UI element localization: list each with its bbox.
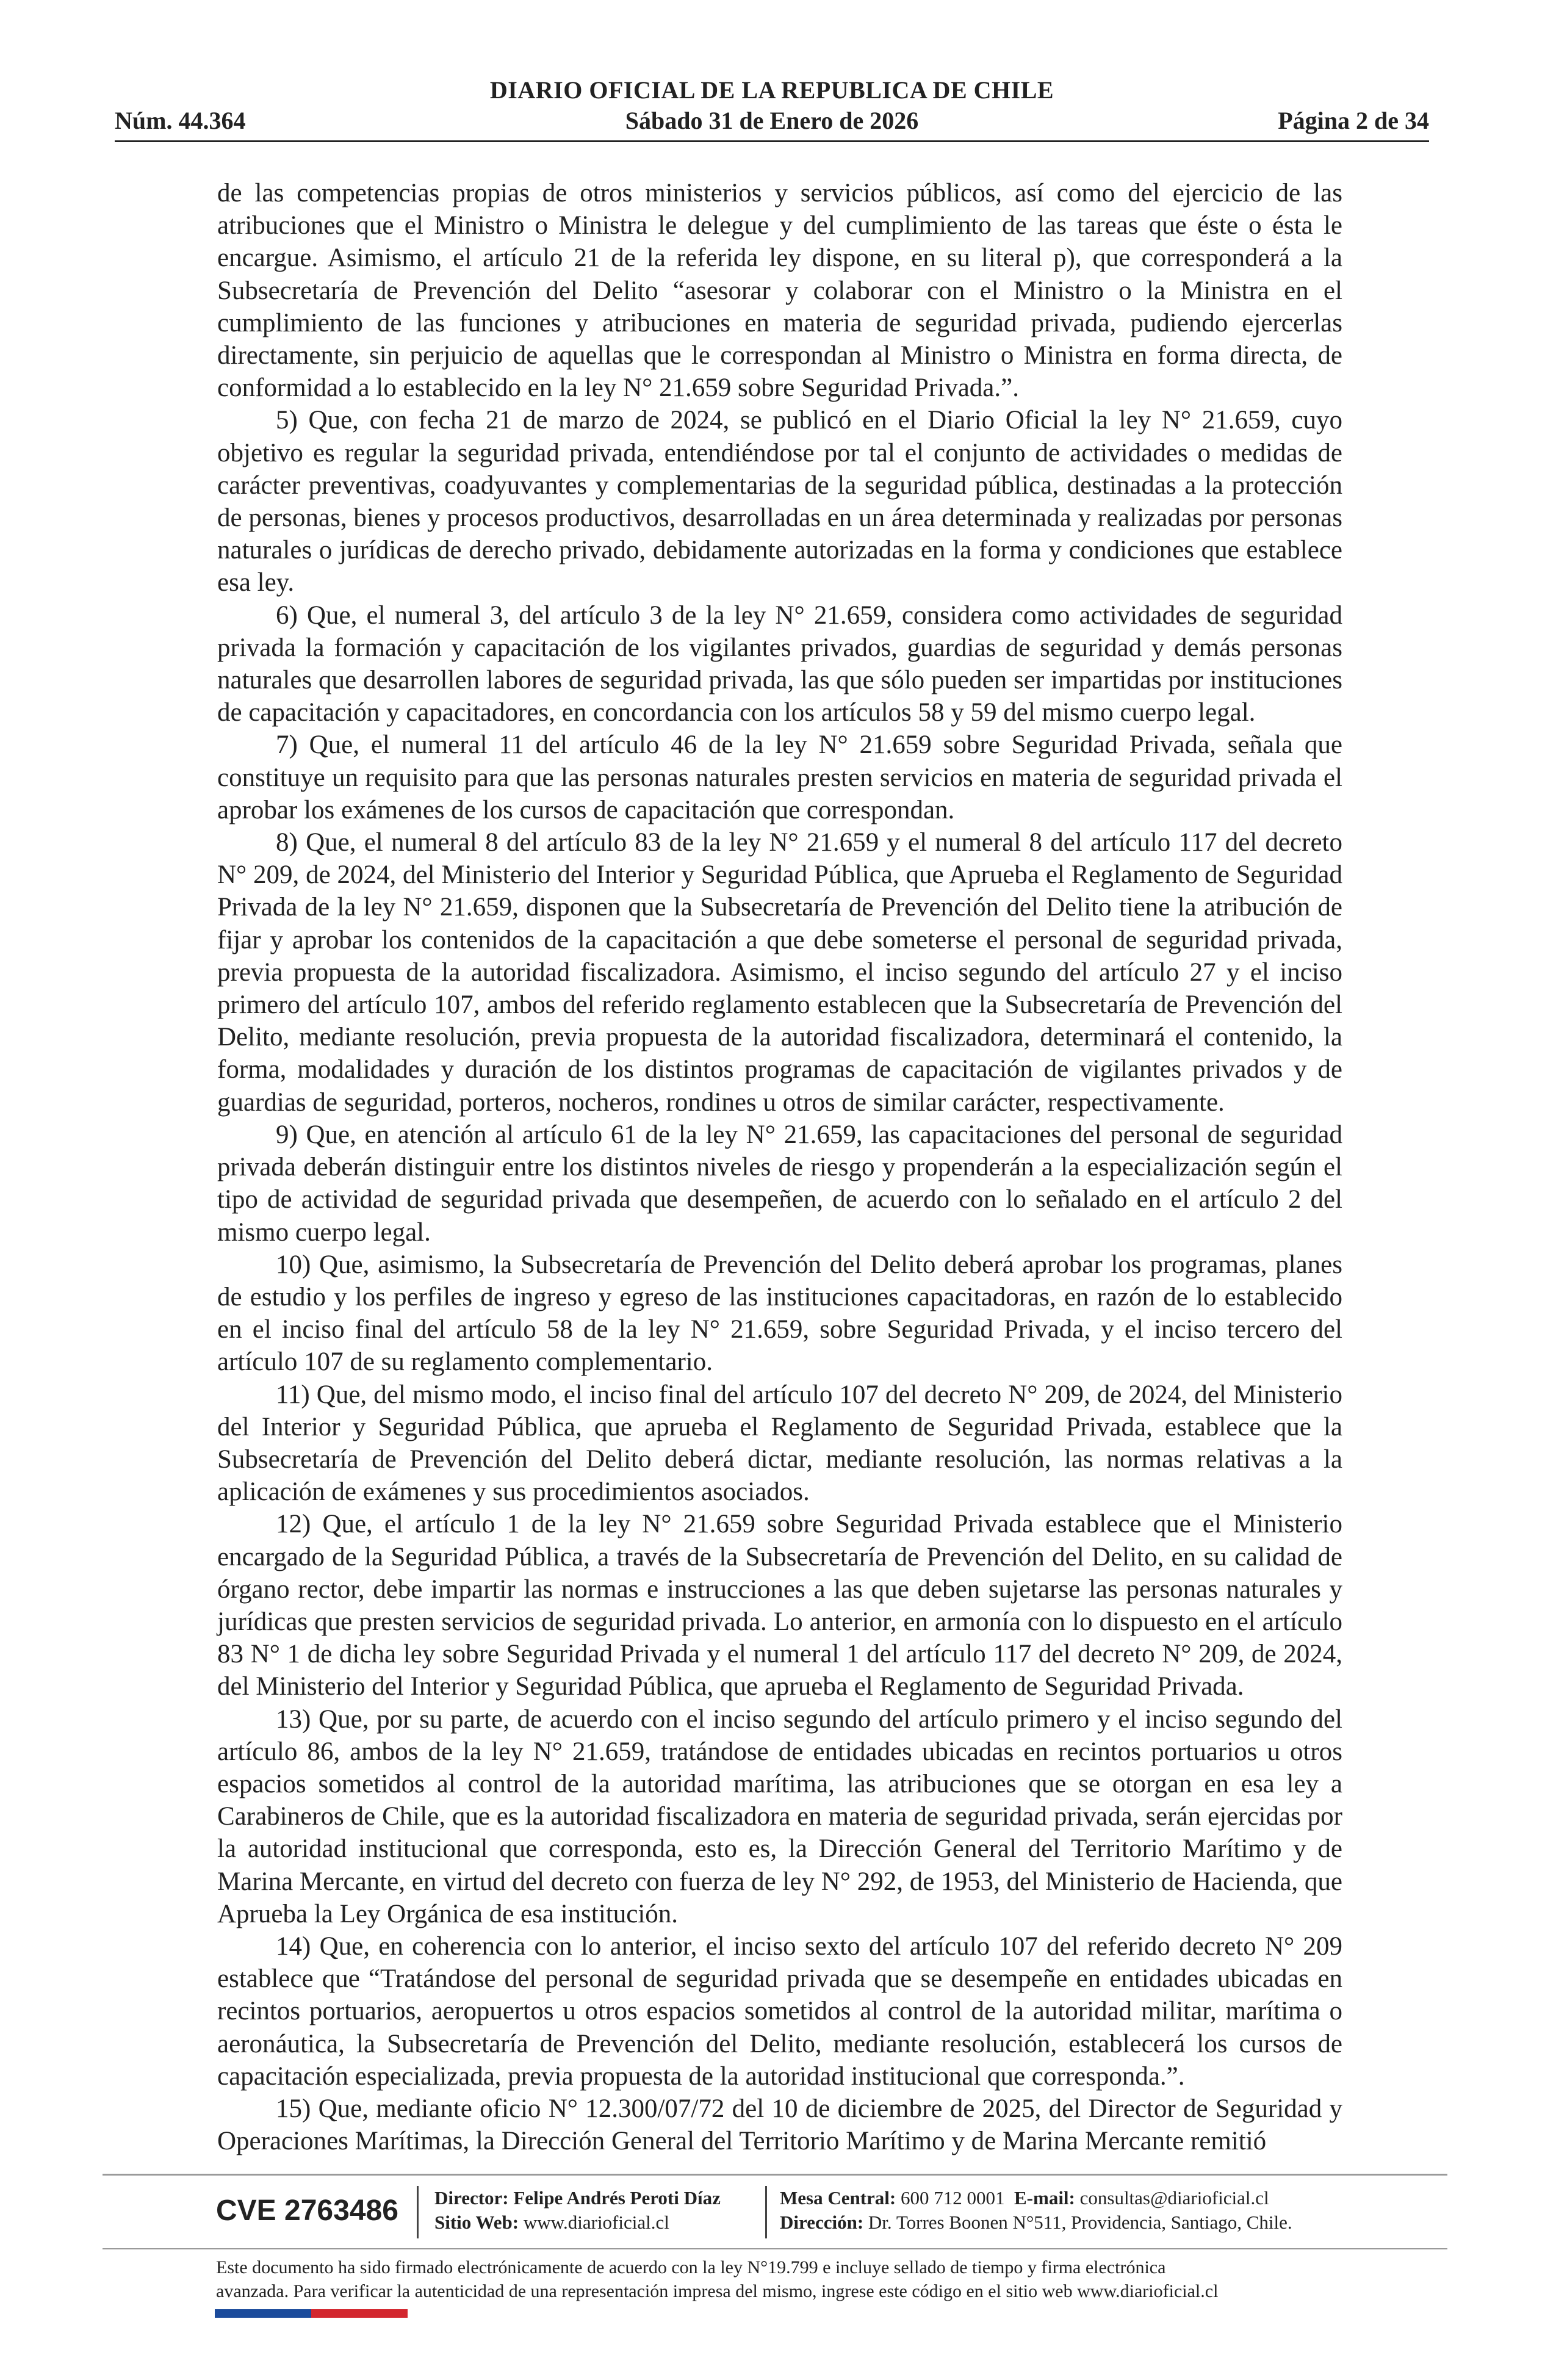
email-label: E-mail: [1014, 2187, 1075, 2209]
paragraph-12: 12) Que, el artículo 1 de la ley N° 21.659 sobre Seguridad Privada establece que el Ministerio encargado de la Seguridad Pública, a través de la Subsecretaría de Prevención del Delito, en su calidad de órgano rector, debe impartir las normas e instrucciones a las que deben sujetarse las personas naturales y jurídicas que presten servicios de seguridad privada. Lo anterior, en armonía con lo dispuesto en el artículo 83 N° 1 de dicha ley sobre Seguridad Privada y el numeral 1 del artículo 117 del decreto N° 209, de 2024, del Ministerio del Interior y Seguridad Pública, que aprueba el Reglamento de Seguridad Privada. [217, 1510, 1342, 1701]
website-link[interactable]: www.diarioficial.cl [523, 2212, 669, 2233]
paragraph-10: 10) Que, asimismo, la Subsecretaría de Prevención del Delito deberá aprobar los programas, planes de estudio y los perfiles de ingreso y egreso de las instituciones capacitadoras, en razón de lo establecido en el inciso final del artículo 58 de la ley N° 21.659, sobre Seguridad Privada, y el inciso tercero del artículo 107 de su reglamento complementario. [217, 1250, 1342, 1377]
paragraph-15: 15) Que, mediante oficio N° 12.300/07/72 del 10 de diciembre de 2025, del Director de Seguridad y Operaciones Marítimas, la Dirección General del Territorio Marítimo y de Marina Mercante remitió [217, 2094, 1342, 2156]
website-label: Sitio Web: [434, 2212, 519, 2233]
paragraph-7: 7) Que, el numeral 11 del artículo 46 de la ley N° 21.659 sobre Seguridad Privada, señala que constituye un requisito para que las personas naturales presten servicios en materia de seguridad privada el aprobar los exámenes de los cursos de capacitación que correspondan. [217, 730, 1342, 824]
footer-divider [103, 2248, 1447, 2249]
email-link[interactable]: consultas@diarioficial.cl [1079, 2187, 1269, 2209]
issue-number: Núm. 44.364 [115, 107, 246, 134]
footer-separator [765, 2186, 767, 2238]
address-label: Dirección: [780, 2212, 864, 2233]
flag-stripe-blue [215, 2309, 311, 2318]
footer-director-block [434, 2186, 721, 2235]
page-indicator: Página 2 de 34 [1278, 107, 1429, 134]
legal-notice [216, 2256, 1345, 2303]
paragraph-13: 13) Que, por su parte, de acuerdo con el inciso segundo del artículo primero y el inciso segundo del artículo 86, ambos de la ley N° 21.659, tratándose de entidades ubicadas en recintos portuarios u otros espacios sometidos al control de la autoridad marítima, las atribuciones que se otorgan en esa ley a Carabineros de Chile, que es la autoridad fiscalizadora en materia de seguridad privada, serán ejercidas por la autoridad institucional que corresponda, esto es, la Dirección General del Territorio Marítimo y de Marina Mercante, en virtud del decreto con fuerza de ley N° 292, de 1953, del Ministerio de Hacienda, que Aprueba la Ley Orgánica de esa institución. [217, 1704, 1343, 1928]
director-name: Felipe Andrés Peroti Díaz [513, 2187, 721, 2209]
document-body [217, 177, 1343, 2156]
footer-separator [417, 2186, 419, 2238]
legal-notice-line: avanzada. Para verificar la autenticidad de una representación impresa del mismo, ingrese este código en el sitio web www.diarioficial.cl [216, 2281, 1219, 2301]
phone-label: Mesa Central: [780, 2187, 896, 2209]
publication-title: DIARIO OFICIAL DE LA REPUBLICA DE CHILE [489, 76, 1054, 104]
paragraph-continuation: de las competencias propias de otros ministerios y servicios públicos, así como del ejercicio de las atribuciones que el Ministro o Ministra le delegue y del cumplimiento de las tareas que éste o ésta le encargue. Asimismo, el artículo 21 de la referida ley dispone, en su literal p), que corresponderá a la Subsecretaría de Prevención del Delito “asesorar y colaborar con el Ministro o la Ministra en el cumplimiento de las funciones y atribuciones en materia de seguridad privada, pudiendo ejercerlas directamente, sin perjuicio de aquellas que le correspondan al Ministro o Ministra en forma directa, de conformidad a lo establecido en la ley N° 21.659 sobre Seguridad Privada.”. [217, 179, 1342, 403]
footer-contact-block [780, 2186, 1292, 2235]
address-value: Dr. Torres Boonen N°511, Providencia, Santiago, Chile. [868, 2212, 1292, 2233]
paragraph-8: 8) Que, el numeral 8 del artículo 83 de la ley N° 21.659 y el numeral 8 del artículo 117 del decreto N° 209, de 2024, del Ministerio del Interior y Seguridad Pública, que Aprueba el Reglamento de Seguridad Privada de la ley N° 21.659, disponen que la Subsecretaría de Prevención del Delito tiene la atribución de fijar y aprobar los contenidos de la capacitación a que debe someterse el personal de seguridad privada, previa propuesta de la autoridad fiscalizadora. Asimismo, el inciso segundo del artículo 27 y el inciso primero del artículo 107, ambos del referido reglamento establecen que la Subsecretaría de Prevención del Delito, mediante resolución, previa propuesta de la autoridad fiscalizadora, determinará el contenido, la forma, modalidades y duración de los distintos programas de capacitación de vigilantes privados y de guardias de seguridad, porteros, nocheros, rondines u otros de similar carácter, respectivamente. [217, 828, 1342, 1117]
flag-stripe-red [311, 2309, 408, 2318]
paragraph-6: 6) Que, el numeral 3, del artículo 3 de la ley N° 21.659, considera como actividades de seguridad privada la formación y capacitación de los vigilantes privados, guardias de seguridad y demás personas naturales que desarrollen labores de seguridad privada, las que sólo pueden ser impartidas por instituciones de capacitación y capacitadores, en concordancia con los artículos 58 y 59 del mismo cuerpo legal. [217, 600, 1342, 727]
footer-divider [103, 2174, 1447, 2176]
issue-date: Sábado 31 de Enero de 2026 [625, 107, 919, 134]
phone-value: 600 712 0001 [901, 2187, 1005, 2209]
header-divider [115, 140, 1429, 142]
page-header [115, 72, 1429, 144]
legal-notice-line: Este documento ha sido firmado electrónicamente de acuerdo con la ley N°19.799 e incluye sellado de tiempo y firma electrónica [216, 2257, 1166, 2277]
cve-code: CVE 2763486 [216, 2194, 398, 2227]
director-label: Director: [434, 2187, 509, 2209]
paragraph-11: 11) Que, del mismo modo, el inciso final del artículo 107 del decreto N° 209, de 2024, del Ministerio del Interior y Seguridad Pública, que aprueba el Reglamento de Seguridad Privada, establece que la Subsecretaría de Prevención del Delito deberá dictar, mediante resolución, las normas relativas a la aplicación de exámenes y sus procedimientos asociados. [217, 1380, 1342, 1507]
paragraph-14: 14) Que, en coherencia con lo anterior, el inciso sexto del artículo 107 del referido decreto N° 209 establece que “Tratándose del personal de seguridad privada que se desempeñe en entidades ubicadas en recintos portuarios, aeropuertos u otros espacios sometidos al control de la autoridad militar, marítima o aeronáutica, la Subsecretaría de Prevención del Delito, mediante resolución, establecerá los cursos de capacitación especializada, previa propuesta de la autoridad institucional que corresponda.”. [217, 1931, 1342, 2091]
paragraph-5: 5) Que, con fecha 21 de marzo de 2024, se publicó en el Diario Oficial la ley N° 21.659, cuyo objetivo es regular la seguridad privada, entendiéndose por tal el conjunto de actividades o medidas de carácter preventivas, coadyuvantes y complementarias de la seguridad pública, destinadas a la protección de personas, bienes y procesos productivos, desarrolladas en un área determinada y realizadas por personas naturales o jurídicas de derecho privado, debidamente autorizadas en la forma y condiciones que establece esa ley. [217, 406, 1342, 597]
paragraph-9: 9) Que, en atención al artículo 61 de la ley N° 21.659, las capacitaciones del personal de seguridad privada deberán distinguir entre los distintos niveles de riesgo y propenderán a la especialización según el tipo de actividad de seguridad privada que desempeñen, de acuerdo con lo señalado en el artículo 2 del mismo cuerpo legal. [217, 1120, 1342, 1247]
